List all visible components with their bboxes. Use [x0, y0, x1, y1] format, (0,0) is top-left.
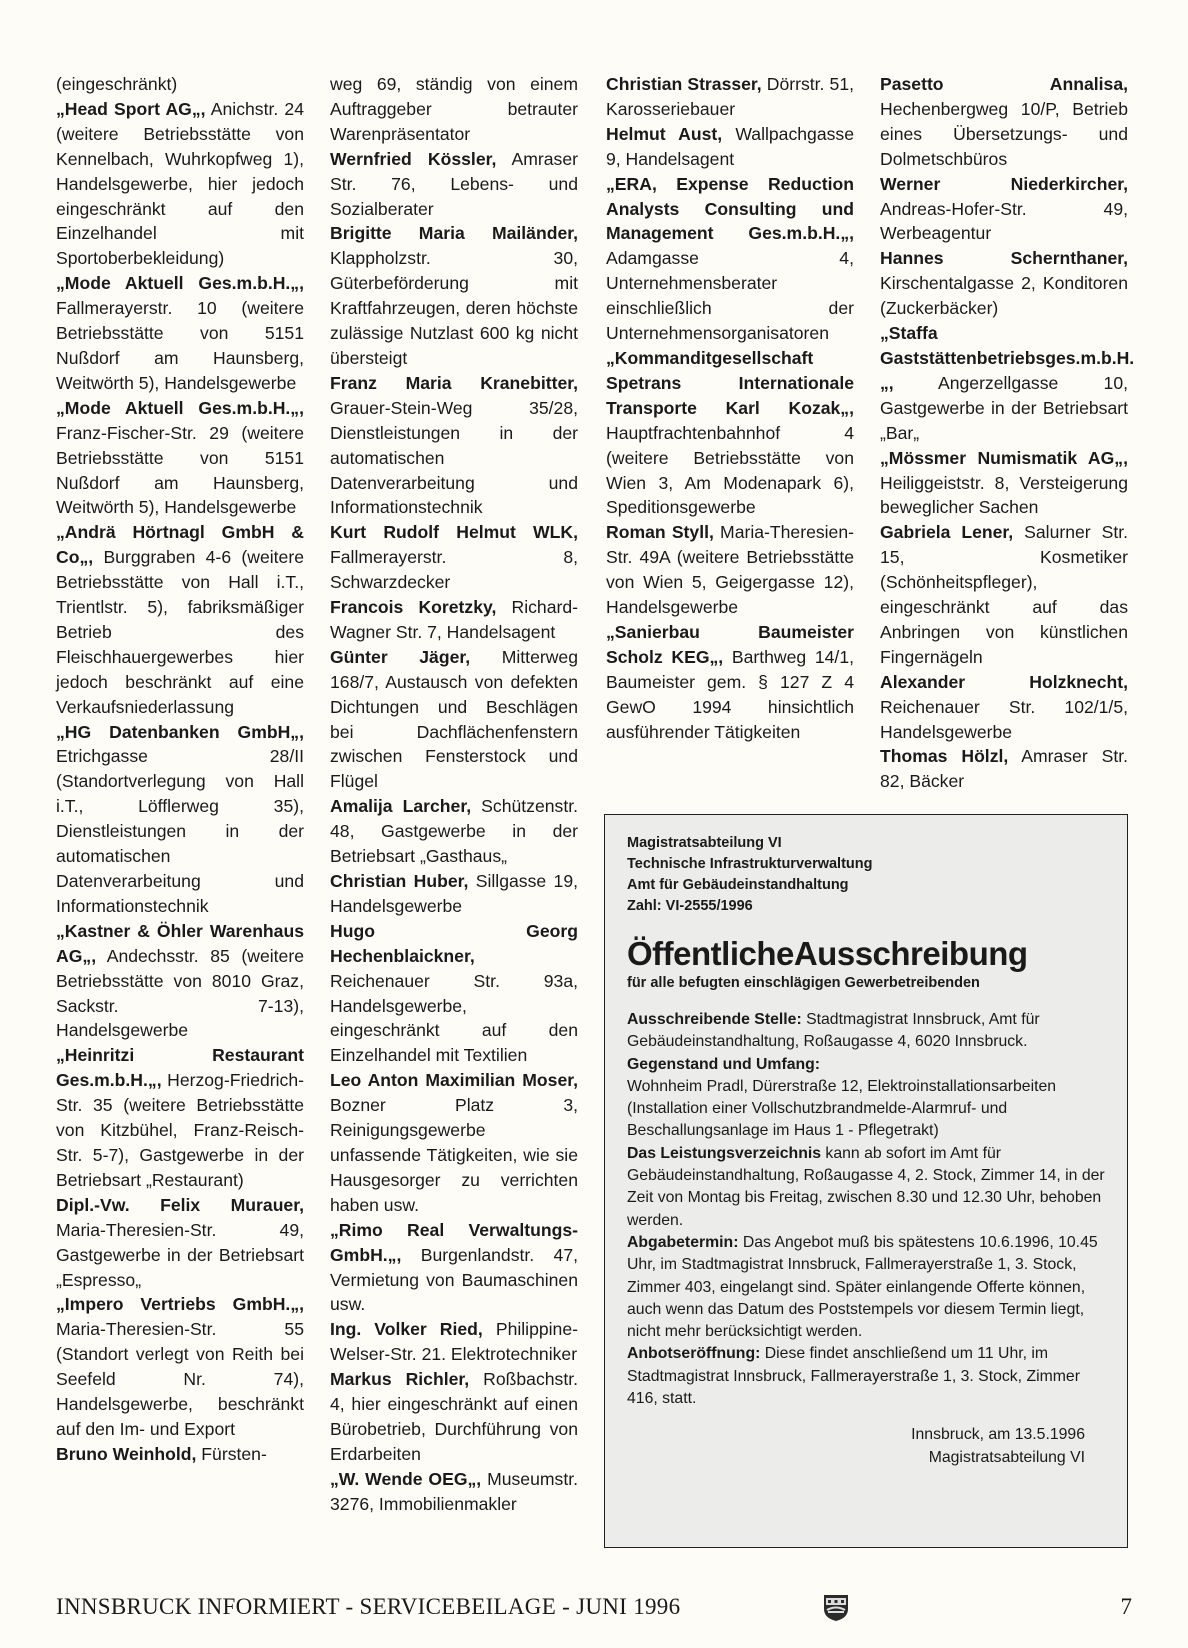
registry-entry	[56, 72, 304, 97]
registry-entry	[606, 346, 854, 520]
entry-name: Wernfried Kössler,	[330, 148, 497, 169]
entry-details: Anichstr. 24 (weitere Betriebsstätte von Kennelbach, Wuhrkopfweg 1), Handelsgewerbe, hier jedoch eingeschränkt auf den Einzelhandel mit Sportoberbekleidung)	[56, 98, 304, 269]
registry-entry	[330, 147, 578, 222]
notice-office: Amt für Gebäudeinstandhaltung	[627, 877, 849, 893]
registry-entry	[880, 246, 1128, 321]
registry-entry	[330, 645, 578, 794]
registry-entry	[56, 396, 304, 521]
notice-division: Technische Infrastrukturverwaltung	[627, 856, 873, 872]
notice-paragraph-text: Wohnheim Pradl, Dürerstraße 12, Elektroinstallationsarbeiten (Installation einer Vollschutzbrandmelde-Alarmruf- und Beschallungsanlage im Haus 1 - Pflegetrakt)	[627, 1077, 1057, 1140]
entry-name: „W. Wende OEG„,	[330, 1468, 482, 1489]
entry-details: Angerzellgasse 10, Gastgewerbe in der Betriebsart „Bar„	[880, 372, 1128, 443]
entry-name: „Andrä Hörtnagl GmbH & Co„,	[56, 522, 304, 568]
entry-name: „Mössmer Numismatik AG„,	[880, 447, 1128, 468]
entry-name: Gabriela Lener,	[880, 522, 1014, 543]
entry-details: Kirschentalgasse 2, Konditoren (Zuckerbäcker)	[880, 273, 1128, 319]
registry-entry	[56, 520, 304, 719]
notice-body	[627, 1009, 1109, 1410]
entry-details: Sillgasse 19, Handelsgewerbe	[330, 871, 578, 916]
notice-paragraph-text: Diese findet anschließend um 11 Uhr, im Stadtmagistrat Innsbruck, Fallmerayerstraße 1, 3. Stock, Zimmer 416, statt.	[627, 1345, 1080, 1408]
registry-entry	[606, 520, 854, 620]
entry-details: Etrichgasse 28/II (Standortverlegung von Hall i.T., Löfflerweg 35), Dienstleistungen in der automatischen Datenverarbeitung und Informationstechnik	[56, 746, 304, 916]
registry-entry	[330, 794, 578, 869]
notice-paragraph	[627, 1232, 1109, 1343]
entry-name: Christian Strasser,	[606, 74, 762, 94]
page-number: 7	[1120, 1594, 1132, 1619]
notice-paragraph-label: Das Leistungsverzeichnis	[627, 1144, 822, 1162]
entry-name: „Sanierbau Baumeister Scholz KEG„,	[606, 621, 854, 667]
notice-paragraph	[627, 1009, 1109, 1054]
entry-details: Klappholzstr. 30, Güterbeförderung mit Kraftfahrzeugen, deren höchste zulässige Nutzlast 600 kg nicht übersteigt	[330, 248, 578, 368]
footer-publication: INNSBRUCK INFORMIERT - SERVICEBEILAGE - JUNI 1996	[56, 1594, 681, 1619]
entry-name: Francois Koretzky,	[330, 597, 497, 618]
notice-paragraph-text: kann ab sofort im Amt für Gebäudeinstandhaltung, Roßaugasse 4, 2. Stock, Zimmer 14, in der Zeit von Montag bis Freitag, zwischen 8.30 und 12.30 Uhr, behoben werden.	[627, 1144, 1105, 1229]
registry-entry	[56, 97, 304, 271]
notice-paragraph	[627, 1076, 1109, 1143]
entry-name: Werner Niederkircher,	[880, 173, 1128, 194]
entry-details: Reichenauer Str. 93a, Handelsgewerbe, eingeschränkt auf den Einzelhandel mit Textilien	[330, 970, 578, 1066]
entry-name: Brigitte Maria Mailänder,	[330, 223, 578, 244]
entry-details: Salurner Str. 15, Kosmetiker (Schönheitspfleger), eingeschränkt auf das Anbringen von künstlichen Fingernägeln	[880, 522, 1128, 667]
innsbruck-crest-icon	[822, 1592, 850, 1622]
notice-paragraph	[627, 1343, 1109, 1410]
entry-details: Adamgasse 4, Unternehmensberater einschließlich der Unternehmensorganisatoren	[606, 248, 854, 344]
entry-details: Roßbachstr. 4, hier eingeschränkt auf einen Bürobetrieb, Durchführung von Erdarbeiten	[330, 1369, 578, 1464]
notice-paragraph-text: Das Angebot muß bis spätestens 10.6.1996, 10.45 Uhr, im Stadtmagistrat Innsbruck, Fallmerayerstraße 1, 3. Stock, Zimmer 403, eingelangt sind. Später einlangende Offerte können, auch wenn das Datum des Poststempels vor diesem Termin liegt, nicht mehr berücksichtigt werden.	[627, 1233, 1098, 1341]
entry-details: Herzog-Friedrich-Str. 35 (weitere Betriebsstätte von Kitzbühel, Franz-Reisch-Str. 5-7), Gastgewerbe in der Betriebsart „Restaurant)	[56, 1070, 304, 1190]
registry-entry	[330, 1218, 578, 1318]
registry-entry	[330, 1317, 578, 1367]
entry-details: Fallmerayerstr. 10 (weitere Betriebsstätte von 5151 Nußdorf am Haunsberg, Weitwörth 5), Handelsgewerbe	[56, 298, 304, 393]
entry-details: Fallmerayerstr. 8, Schwarzdecker	[330, 547, 578, 593]
entry-details: Reichenauer Str. 102/1/5, Handelsgewerbe	[880, 696, 1128, 742]
entry-details: Maria-Theresien-Str. 49, Gastgewerbe in der Betriebsart „Espresso„	[56, 1219, 304, 1290]
entry-name: Helmut Aust,	[606, 123, 723, 144]
registry-entry	[56, 919, 304, 1044]
registry-entry	[330, 869, 578, 919]
notice-department: Magistratsabteilung VI	[627, 835, 782, 851]
tender-notice-box	[604, 814, 1128, 1548]
notice-headline: ÖffentlicheAusschreibung	[627, 935, 1028, 972]
registry-entry	[880, 744, 1128, 794]
registry-entry	[606, 172, 854, 346]
entry-name: „Kastner & Öhler Warenhaus AG„,	[56, 920, 304, 966]
entry-name: „Impero Vertriebs GmbH.„,	[56, 1294, 304, 1315]
entry-name: „Kommanditgesellschaft Spetrans Internationale Transporte Karl Kozak„,	[606, 347, 854, 418]
notice-paragraph-label: Gegenstand und Umfang:	[627, 1055, 821, 1073]
entry-name: Roman Styll,	[606, 522, 714, 543]
registry-entry	[330, 221, 578, 370]
notice-subheadline: für alle befugten einschlägigen Gewerbetreibenden	[627, 975, 980, 991]
page-footer	[56, 1594, 1132, 1624]
entry-name: Christian Huber,	[330, 871, 469, 891]
notice-paragraph	[627, 1054, 1109, 1076]
notice-paragraph-text: Stadtmagistrat Innsbruck, Amt für Gebäudeinstandhaltung, Roßaugasse 4, 6020 Innsbruck.	[627, 1011, 1040, 1051]
entry-name: „Staffa Gaststättenbetriebsges.m.b.H.„,	[880, 323, 1135, 393]
entry-details: Franz-Fischer-Str. 29 (weitere Betriebsstätte von 5151 Nußdorf am Haunsberg, Weitwörth 5), Handelsgewerbe	[56, 422, 304, 518]
notice-paragraph-label: Anbotseröffnung:	[627, 1345, 761, 1363]
notice-number: Zahl: VI-2555/1996	[627, 898, 753, 914]
entry-details: Hechenbergweg 10/P, Betrieb eines Übersetzungs- und Dolmetschbüros	[880, 98, 1128, 169]
entry-details: Andreas-Hofer-Str. 49, Werbeagentur	[880, 198, 1128, 244]
registry-entry	[330, 1068, 578, 1217]
registry-entry	[330, 919, 578, 1068]
registry-entry	[880, 172, 1128, 247]
entry-details: Burggraben 4-6 (weitere Betriebsstätte von Hall i.T., Trientlstr. 5), fabriksmäßiger Betrieb des Fleischhauergewerbes hier jedoch beschränkt auf eine Verkaufsniederlassung	[56, 547, 304, 717]
entry-details: Wallpachgasse 9, Handelsagent	[606, 123, 854, 169]
entry-details: Barthweg 14/1, Baumeister gem. § 127 Z 4 GewO 1994 hinsichtlich ausführender Tätigkeiten	[606, 646, 854, 742]
registry-entry	[56, 1442, 304, 1467]
entry-name: „ERA, Expense Reduction Analysts Consulting und Management Ges.m.b.H.„,	[606, 173, 854, 244]
entry-details: Dörrstr. 51, Karosseriebauer	[606, 74, 854, 119]
listing-column-1	[56, 72, 304, 1467]
entry-name: Hannes Schernthaner,	[880, 248, 1128, 269]
entry-details: Andechsstr. 85 (weitere Betriebsstätte von 8010 Graz, Sackstr. 7-13), Handelsgewerbe	[56, 945, 304, 1041]
notice-paragraph-label: Abgabetermin:	[627, 1233, 739, 1251]
entry-details: Hauptfrachtenbahnhof 4 (weitere Betriebsstätte von Wien 3, Am Modenapark 6), Speditionsgewerbe	[606, 422, 854, 518]
entry-details: Heiliggeiststr. 8, Versteigerung beweglicher Sachen	[880, 472, 1128, 518]
notice-paragraph-label: Ausschreibende Stelle:	[627, 1011, 802, 1028]
entry-details: Maria-Theresien-Str. 55 (Standort verlegt von Reith bei Seefeld Nr. 74), Handelsgewerbe, beschränkt auf den Im- und Export	[56, 1319, 304, 1439]
entry-details: Amraser Str. 76, Lebens- und Sozialberater	[330, 148, 578, 219]
entry-name: Hugo Georg Hechenblaickner,	[330, 920, 578, 966]
entry-details: Fürsten-	[196, 1443, 267, 1464]
listing-column-2	[330, 72, 578, 1517]
entry-name: Markus Richler,	[330, 1369, 470, 1390]
registry-entry	[880, 520, 1128, 669]
registry-entry	[330, 520, 578, 595]
registry-entry	[330, 1367, 578, 1467]
entry-name: Dipl.-Vw. Felix Murauer,	[56, 1194, 304, 1215]
entry-name: Alexander Holzknecht,	[880, 671, 1128, 692]
entry-details: weg 69, ständig von einem Auftraggeber betrauter Warenpräsentator	[330, 74, 578, 144]
entry-name: „Rimo Real Verwaltungs-GmbH.„,	[330, 1219, 578, 1265]
entry-details: Museumstr. 3276, Immobilienmakler	[330, 1468, 578, 1514]
registry-entry	[330, 72, 578, 147]
registry-entry	[606, 72, 854, 122]
entry-name: Kurt Rudolf Helmut WLK,	[330, 522, 578, 543]
entry-details: Philippine-Welser-Str. 21. Elektrotechniker	[330, 1319, 578, 1365]
signature-place-date: Innsbruck, am 13.5.1996	[911, 1426, 1085, 1444]
entry-details: (eingeschränkt)	[56, 74, 178, 94]
registry-entry	[880, 446, 1128, 521]
entry-details: Grauer-Stein-Weg 35/28, Dienstleistungen in der automatischen Datenverarbeitung und Informationstechnik	[330, 397, 578, 518]
notice-paragraph	[627, 1143, 1109, 1232]
entry-details: Mitterweg 168/7, Austausch von defekten Dichtungen und Beschlägen bei Dachflächenfenstern zwischen Fensterstock und Flügel	[330, 646, 578, 792]
notice-signature	[627, 1424, 1109, 1469]
entry-name: „HG Datenbanken GmbH„,	[56, 721, 304, 742]
entry-name: Günter Jäger,	[330, 646, 471, 667]
registry-entry	[330, 595, 578, 645]
listing-column-4	[880, 72, 1135, 794]
entry-name: „Head Sport AG„,	[56, 98, 206, 119]
signature-department: Magistratsabteilung VI	[928, 1448, 1085, 1466]
entry-details: Schützenstr. 48, Gastgewerbe in der Betriebsart „Gasthaus„	[330, 796, 578, 867]
entry-details: Richard-Wagner Str. 7, Handelsagent	[330, 597, 578, 642]
entry-name: Bruno Weinhold,	[56, 1443, 197, 1464]
registry-entry	[880, 72, 1128, 172]
registry-entry	[56, 1292, 304, 1441]
entry-name: „Heinritzi Restaurant Ges.m.b.H.„,	[56, 1045, 304, 1091]
entry-name: Franz Maria Kranebitter,	[330, 372, 578, 393]
registry-entry	[330, 371, 578, 520]
entry-name: Amalija Larcher,	[330, 796, 472, 817]
entry-name: Pasetto Annalisa,	[880, 74, 1128, 94]
entry-details: Amraser Str. 82, Bäcker	[880, 746, 1128, 792]
entry-name: Leo Anton Maximilian Moser,	[330, 1070, 578, 1091]
entry-name: „Mode Aktuell Ges.m.b.H.„,	[56, 397, 304, 418]
registry-entry	[880, 670, 1128, 745]
listing-column-3	[606, 72, 854, 744]
registry-entry	[56, 1193, 304, 1293]
registry-entry	[56, 271, 304, 396]
entry-details: Bozner Platz 3, Reinigungsgewerbe unfassende Tätigkeiten, wie sie Hausgesorger zu verrichten haben usw.	[330, 1095, 578, 1215]
entry-details: Burgenlandstr. 47, Vermietung von Baumaschinen usw.	[330, 1244, 578, 1315]
registry-entry	[880, 321, 1135, 446]
registry-entry	[56, 720, 304, 919]
entry-name: „Mode Aktuell Ges.m.b.H.„,	[56, 273, 304, 294]
entry-name: Ing. Volker Ried,	[330, 1319, 483, 1340]
registry-entry	[56, 1043, 304, 1192]
registry-entry	[606, 620, 854, 745]
entry-details: Maria-Theresien-Str. 49A (weitere Betriebsstätte von Wien 5, Geigergasse 12), Handelsgewerbe	[606, 522, 854, 618]
entry-name: Thomas Hölzl,	[880, 746, 1009, 767]
registry-entry	[330, 1467, 578, 1517]
registry-entry	[606, 122, 854, 172]
